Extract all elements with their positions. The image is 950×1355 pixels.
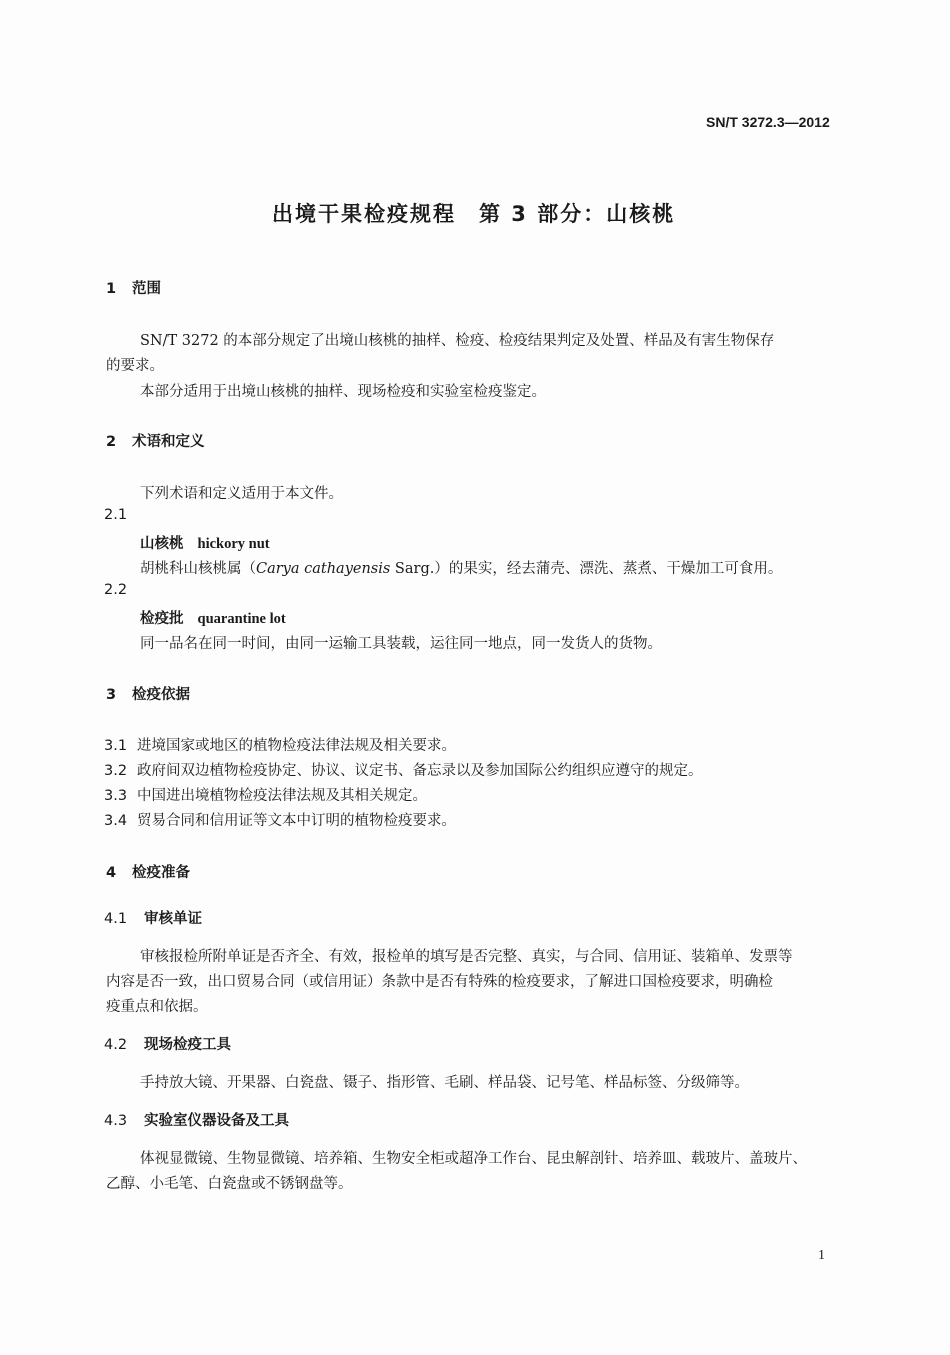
subsection-4-2-heading (104, 1033, 231, 1054)
section-4-heading (106, 861, 190, 882)
subsection-title: 实验室仪器设备及工具 (144, 1113, 289, 1129)
list-item (104, 784, 427, 805)
paragraph-line: 的要求。 (106, 358, 164, 374)
item-number: 3.1 (104, 738, 128, 754)
list-item (104, 809, 456, 830)
term-zh: 山核桃 (140, 536, 184, 552)
section-number: 3 (106, 687, 117, 703)
item-text: 中国进出境植物检疫法律法规及其相关规定。 (137, 788, 427, 804)
subsection-4-1-heading (104, 907, 202, 928)
section-number: 4 (106, 865, 117, 881)
term-number: 2.1 (104, 507, 128, 523)
subsection-number: 4.2 (104, 1037, 128, 1053)
paragraph-line: 手持放大镜、开果器、白瓷盘、镊子、指形管、毛刷、样品袋、记号笔、样品标签、分级筛等。 (140, 1075, 749, 1091)
subsection-title: 现场检疫工具 (144, 1037, 231, 1053)
paragraph-line: 下列术语和定义适用于本文件。 (140, 486, 343, 502)
list-item (104, 759, 703, 780)
list-item (104, 734, 456, 755)
term-en: quarantine lot (197, 611, 286, 627)
page-number: 1 (818, 1248, 825, 1263)
section-number: 1 (106, 281, 117, 297)
subsection-4-3-heading (104, 1109, 289, 1130)
item-number: 3.4 (104, 813, 128, 829)
section-title: 范围 (132, 281, 161, 297)
item-text: 政府间双边植物检疫协定、协议、议定书、备忘录以及参加国际公约组织应遵守的规定。 (137, 763, 703, 779)
term-definition (140, 557, 782, 578)
term-en: hickory nut (197, 536, 270, 552)
term-number: 2.2 (104, 582, 128, 598)
paragraph-line: 乙醇、小毛笔、白瓷盘或不锈钢盘等。 (106, 1176, 353, 1192)
paragraph-line: 体视显微镜、生物显微镜、培养箱、生物安全柜或超净工作台、昆虫解剖针、培养皿、载玻片、盖玻片、 (140, 1151, 807, 1167)
section-number: 2 (106, 434, 117, 450)
item-text: 贸易合同和信用证等文本中订明的植物检疫要求。 (137, 813, 456, 829)
item-number: 3.3 (104, 788, 128, 804)
paragraph-line: 内容是否一致，出口贸易合同（或信用证）条款中是否有特殊的检疫要求，了解进口国检疫要求，明确检 (106, 974, 773, 990)
subsection-number: 4.1 (104, 911, 128, 927)
latin-name: Carya cathayensis (256, 561, 391, 577)
document-title: 出境干果检疫规程 第 3 部分：山核桃 (272, 202, 676, 226)
term-heading (140, 607, 286, 628)
paragraph-line: SN/T 3272 的本部分规定了出境山核桃的抽样、检疫、检疫结果判定及处置、样品及有害生物保存 (140, 333, 775, 349)
section-title: 检疫准备 (132, 865, 190, 881)
section-title: 术语和定义 (132, 434, 205, 450)
paragraph-line: 本部分适用于出境山核桃的抽样、现场检疫和实验室检疫鉴定。 (140, 384, 546, 400)
section-title: 检疫依据 (132, 687, 190, 703)
item-number: 3.2 (104, 763, 128, 779)
term-heading (140, 532, 270, 553)
section-3-heading (106, 683, 190, 704)
definition-text: 胡桃科山核桃属（ (140, 561, 256, 577)
term-zh: 检疫批 (140, 611, 184, 627)
paragraph-line: 疫重点和依据。 (106, 999, 208, 1015)
subsection-title: 审核单证 (144, 911, 202, 927)
term-definition: 同一品名在同一时间，由同一运输工具装载，运往同一地点，同一发货人的货物。 (140, 636, 662, 652)
section-2-heading (106, 430, 205, 451)
section-1-heading (106, 277, 161, 298)
paragraph-line: 审核报检所附单证是否齐全、有效，报检单的填写是否完整、真实，与合同、信用证、装箱单、发票等 (140, 949, 793, 965)
item-text: 进境国家或地区的植物检疫法律法规及相关要求。 (137, 738, 456, 754)
definition-text: Sarg.）的果实，经去蒲壳、漂洗、蒸煮、干燥加工可食用。 (390, 561, 783, 577)
subsection-number: 4.3 (104, 1113, 128, 1129)
standard-code: SN/T 3272.3—2012 (706, 114, 830, 130)
